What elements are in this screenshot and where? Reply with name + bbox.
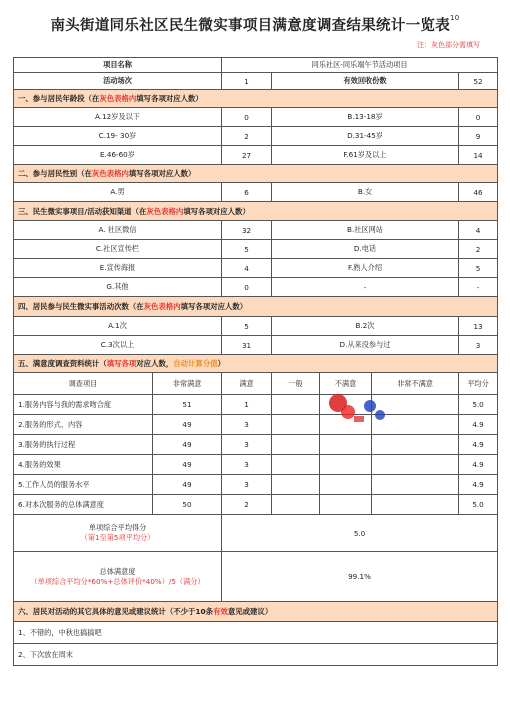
option-count: 0 [222,108,272,127]
single-average-label [14,515,222,552]
option-label: C.社区宣传栏 [14,240,222,259]
count-satisfied: 3 [222,435,272,455]
option-label: E.46-60岁 [14,146,222,165]
highlight-text: 有效 [213,607,228,616]
count-neutral [272,495,320,515]
option-label: F.61岁及以上 [272,146,459,165]
option-count: 0 [222,278,272,297]
count-satisfied: 1 [222,395,272,415]
section-title: 五、满意度调查资料统计（ [18,359,107,368]
section-title: 三、民生微实事项目/活动获知渠道（在 [18,206,147,216]
option-count: 13 [459,317,498,336]
count-very-satisfied: 50 [153,495,222,515]
option-count: 2 [222,127,272,146]
option-label: F.熟人介绍 [272,259,459,278]
average-score: 4.9 [459,415,498,435]
section-header-gender [14,165,498,183]
section-title-suffix: 填写各项对应人数） [136,94,203,103]
count-very-unsatisfied [372,435,459,455]
option-label: D.31-45岁 [272,127,459,146]
count-neutral [272,415,320,435]
option-count: 5 [222,317,272,336]
count-unsatisfied [320,415,372,435]
option-label: D.电话 [272,240,459,259]
section-title-suffix: 填写各项对应人数） [183,206,250,216]
satisfaction-column-header: 满意 [222,373,272,395]
option-count: 14 [459,146,498,165]
count-satisfied: 3 [222,415,272,435]
survey-item: 2.服务的形式、内容 [14,415,153,435]
count-very-unsatisfied [372,395,459,415]
option-label: B.13-18岁 [272,108,459,127]
satisfaction-column-header: 非常满意 [153,373,222,395]
count-very-satisfied: 49 [153,415,222,435]
section-header-satisfaction [14,355,498,373]
option-count: 32 [222,221,272,240]
survey-item: 1.服务内容与我的需求吻合度 [14,395,153,415]
project-name-value: 同乐社区-同乐端午节活动项目 [222,58,498,73]
count-satisfied: 3 [222,475,272,495]
highlight-text: 灰色表格内 [91,169,129,178]
option-label: A.12岁及以下 [14,108,222,127]
document-title: 南头街道同乐社区民生微实事项目满意度调查结果统计一览表$^{10}$ [50,14,460,34]
section-title-suffix: 填写各项对应人数） [180,302,248,311]
average-score: 4.9 [459,455,498,475]
highlight-text: 灰色表格内 [143,302,181,311]
count-satisfied: 3 [222,455,272,475]
option-count: 5 [459,259,498,278]
average-score: 4.9 [459,435,498,455]
option-label: A.1次 [14,317,222,336]
count-satisfied: 2 [222,495,272,515]
count-neutral [272,395,320,415]
survey-item: 3.服务的执行过程 [14,435,153,455]
opinion-item: 1、不错的，中秋也搞搞吧 [14,622,498,644]
section-title-suffix: 填写各项对应人数） [128,169,196,178]
count-very-unsatisfied [372,455,459,475]
highlight-text-2: 自动计算分值 [173,359,218,368]
option-label: A.男 [14,183,222,202]
count-very-unsatisfied [372,475,459,495]
satisfaction-column-header: 调查项目 [14,373,153,395]
option-label: B.女 [272,183,459,202]
section-title-mid: 对应人数， [136,359,174,368]
count-unsatisfied [320,455,372,475]
project-name-label: 项目名称 [14,58,222,73]
single-average-note: （第1至第5项平均分） [80,533,155,542]
section-title: 六、居民对活动的其它具体的意见或建议统计（不少于10条 [18,607,214,616]
option-count: - [459,278,498,297]
option-count: 5 [222,240,272,259]
option-label: C.19- 30岁 [14,127,222,146]
fill-note: 注：灰色部分需填写 [417,41,480,49]
option-count: 0 [459,108,498,127]
average-score: 4.9 [459,475,498,495]
average-score: 5.0 [459,495,498,515]
count-unsatisfied [320,495,372,515]
page-mark: 10 [450,14,460,22]
option-label: B.2次 [272,317,459,336]
count-neutral [272,435,320,455]
section-title-suffix: 意见或建议） [227,607,273,616]
count-very-unsatisfied [372,415,459,435]
section-header-channel [14,202,498,221]
opinion-item: 2、下次放在周末 [14,644,498,666]
option-count: 4 [459,221,498,240]
highlight-text: 填写各项 [106,359,137,368]
section-title: 一、参与居民年龄段（在 [18,94,100,103]
count-very-unsatisfied [372,495,459,515]
satisfaction-column-header: 不满意 [320,373,372,395]
count-very-satisfied: 51 [153,395,222,415]
option-label: G.其他 [14,278,222,297]
option-count: 9 [459,127,498,146]
average-score: 5.0 [459,395,498,415]
overall-satisfaction-label [14,552,222,602]
overall-satisfaction-formula: （单项综合平均分*60%+总体评价*40%）/5（满分） [30,576,205,586]
survey-item: 4.服务的效果 [14,455,153,475]
option-label: E.宣传海报 [14,259,222,278]
count-neutral [272,475,320,495]
sessions-value: 1 [222,73,272,90]
count-unsatisfied [320,475,372,495]
section-title: 二、参与居民性别（在 [18,169,92,178]
count-very-satisfied: 49 [153,455,222,475]
returned-value: 52 [459,73,498,90]
section-title-suffix: ） [217,359,226,368]
option-label: A. 社区微信 [14,221,222,240]
single-average-title: 单项综合平均得分 [88,523,147,532]
single-average-value: 5.0 [222,515,498,552]
count-neutral [272,455,320,475]
option-count: 6 [222,183,272,202]
satisfaction-column-header: 一般 [272,373,320,395]
option-count: 27 [222,146,272,165]
option-label: C.3次以上 [14,336,222,355]
satisfaction-column-header: 非常不满意 [372,373,459,395]
overall-satisfaction-title: 总体满意度 [99,566,136,576]
overall-satisfaction-value: 99.1% [222,552,498,602]
section-title: 四、居民参与民生微实事活动次数（在 [18,302,144,311]
section-header-opinions [14,602,498,622]
highlight-text: 灰色表格内 [146,206,184,216]
count-unsatisfied [320,435,372,455]
option-count: 3 [459,336,498,355]
survey-item: 5.工作人员的服务水平 [14,475,153,495]
count-unsatisfied [320,395,372,415]
option-label: B.社区网站 [272,221,459,240]
option-count: 4 [222,259,272,278]
section-header-times [14,297,498,317]
option-label: D.从来没参与过 [272,336,459,355]
count-very-satisfied: 49 [153,435,222,455]
option-count: 31 [222,336,272,355]
option-count: 2 [459,240,498,259]
survey-table [13,57,498,666]
option-label: - [272,278,459,297]
returned-label: 有效回收份数 [272,73,459,90]
count-very-satisfied: 49 [153,475,222,495]
option-count: 46 [459,183,498,202]
satisfaction-column-header: 平均分 [459,373,498,395]
section-header-age [14,90,498,108]
highlight-text: 灰色表格内 [99,94,137,103]
sessions-label: 活动场次 [14,73,222,90]
survey-item: 6.对本次服务的总体满意度 [14,495,153,515]
